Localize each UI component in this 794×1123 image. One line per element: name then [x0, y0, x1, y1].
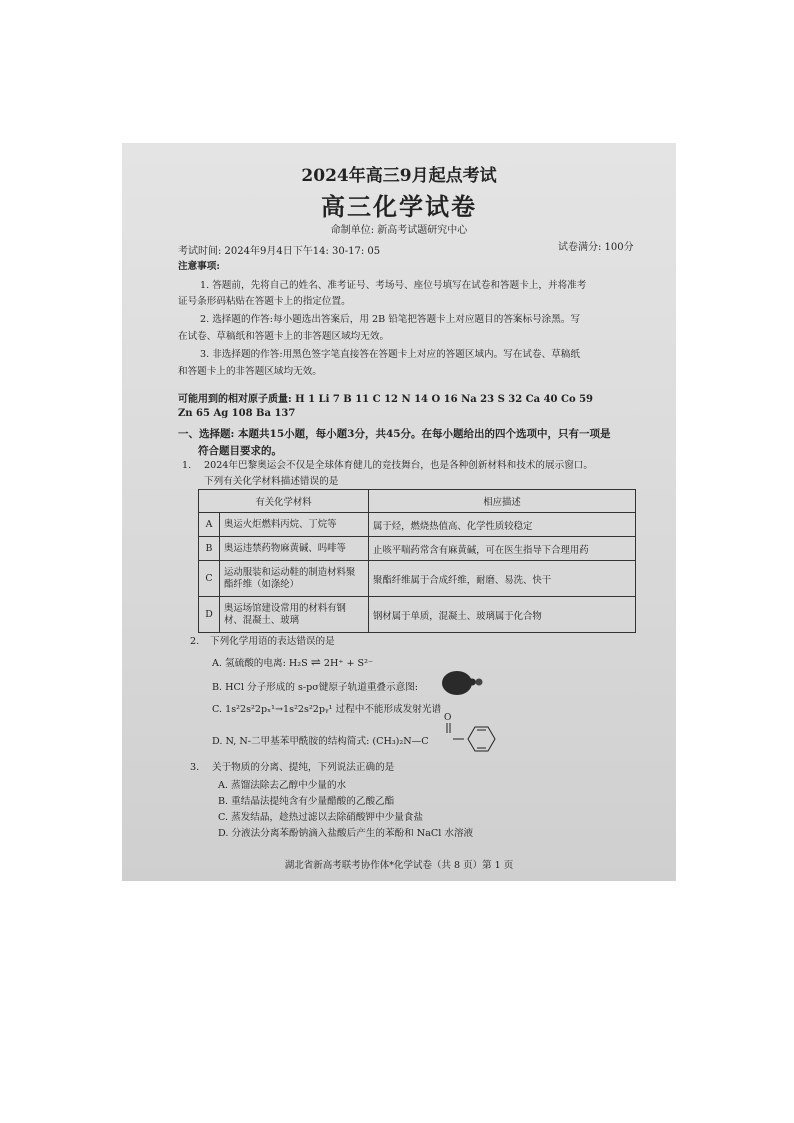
notice-line: 1. 答题前，先将自己的姓名、准考证号、考场号、座位号填写在试卷和答题卡上，并将准考 [200, 280, 587, 291]
q1-stem-cont: 下列有关化学材料描述错误的是 [204, 476, 339, 487]
q3-stem: 关于物质的分离、提纯，下列说法正确的是 [212, 762, 395, 773]
row-letter: B [199, 537, 220, 561]
table-row [199, 513, 636, 537]
q3-option-c: C. 蒸发结晶，趁热过滤以去除硝酸钾中少量食盐 [218, 812, 423, 823]
table-row [199, 537, 636, 561]
q2-option-a [212, 655, 373, 669]
row-letter: D [199, 597, 220, 633]
section-heading: 一、选择题: 本题共15小题，每小题3分，共45分。在每小题给出的四个选项中，只有一项是 [178, 428, 611, 440]
row-material: 运动服装和运动鞋的制造材料聚酯纤维（如涤纶） [220, 561, 369, 597]
q2-a-label: A. 氢硫酸的电离: [212, 658, 289, 669]
q2-d-label: D. N, N-二甲基苯甲酰胺的结构简式: [212, 736, 373, 747]
q3-number: 3. [190, 762, 200, 773]
q2-d-formula: (CH₃)₂N—C [372, 736, 429, 747]
q1-stem: 2024年巴黎奥运会不仅是全球体育健儿的竞技舞台，也是各种创新材料和技术的展示窗口。 [204, 460, 593, 471]
row-material: 奥运违禁药物麻黄碱、吗啡等 [220, 537, 369, 561]
atomic-masses-line2: Zn 65 Ag 108 Ba 137 [178, 408, 296, 419]
table-header-row [199, 490, 636, 513]
q2-option-b: B. HCl 分子形成的 s-pσ键原子轨道重叠示意图: [212, 682, 419, 693]
orbital-overlap-icon [440, 667, 484, 699]
carbonyl-oxygen: O [444, 713, 452, 723]
q1-number: 1. [182, 460, 192, 471]
q2-option-c: C. 1s²2s²2pₓ¹→1s²2s²2pᵧ¹ 过程中不能形成发射光谱 [212, 704, 442, 715]
notice-heading: 注意事项: [178, 261, 220, 272]
exam-time: 考试时间: 2024年9月4日下午14: 30-17: 05 [178, 246, 381, 257]
q3-option-b: B. 重结晶法提纯含有少量醋酸的乙酸乙酯 [218, 796, 395, 807]
page-footer: 湖北省新高考联考协作体*化学试卷（共 8 页）第 1 页 [284, 860, 514, 871]
atomic-masses-line1: 可能用到的相对原子质量: H 1 Li 7 B 11 C 12 N 14 O 16 Na 23 S 32 Ca 40 Co 59 [178, 394, 594, 405]
row-letter: A [199, 513, 220, 537]
benzene-ring-icon [440, 722, 496, 756]
q2-a-right: 2H⁺ + S²⁻ [323, 658, 374, 669]
row-material: 奥运火炬燃料丙烷、丁烷等 [220, 513, 369, 537]
row-letter: C [199, 561, 220, 597]
row-material: 奥运场馆建设常用的材料有钢材、混凝土、玻璃 [220, 597, 369, 633]
table-row [199, 561, 636, 597]
notice-line: 在试卷、草稿纸和答题卡上的非答题区域均无效。 [178, 331, 390, 342]
exam-sheet [122, 143, 676, 881]
section-heading-cont: 符合题目要求的。 [198, 445, 282, 457]
notice-line: 3. 非选择题的作答:用黑色签字笔直接答在答题卡上对应的答题区域内。写在试卷、草稿纸 [200, 349, 580, 360]
q2-a-left: H₂S [288, 658, 308, 669]
row-desc: 聚酯纤维属于合成纤维，耐磨、易洗、快干 [369, 561, 636, 597]
notice-line: 和答题卡上的非答题区域均无效。 [178, 366, 322, 377]
row-desc: 属于烃，燃烧热值高、化学性质较稳定 [369, 513, 636, 537]
exam-title: 2024年高三9月起点考试 [301, 166, 497, 186]
table-row [199, 597, 636, 633]
q3-option-d: D. 分液法分离苯酚钠滴入盐酸后产生的苯酚和 NaCl 水溶液 [218, 828, 474, 839]
notice-line: 2. 选择题的作答:每小题选出答案后，用 2B 铅笔把答题卡上对应题目的答案标号涂黑。写 [200, 314, 581, 325]
col-material-header: 有关化学材料 [199, 490, 369, 513]
row-desc: 止咳平喘药常含有麻黄碱，可在医生指导下合理用药 [369, 537, 636, 561]
equilibrium-arrow-icon: ⇌ [310, 655, 321, 669]
q2-stem: 下列化学用语的表达错误的是 [210, 636, 335, 647]
subject-title: 高三化学试卷 [321, 192, 477, 221]
q2-number: 2. [190, 636, 200, 647]
full-score: 试卷满分: 100分 [558, 242, 634, 253]
col-desc-header: 相应描述 [369, 490, 636, 513]
row-desc: 钢材属于单质，混凝土、玻璃属于化合物 [369, 597, 636, 633]
q1-table [198, 489, 636, 633]
q3-option-a: A. 蒸馏法除去乙醇中少量的水 [218, 780, 347, 791]
organizer: 命制单位: 新高考试题研究中心 [330, 225, 468, 236]
notice-line: 证号条形码粘贴在答题卡上的指定位置。 [178, 296, 351, 307]
q2-option-d [212, 733, 429, 747]
